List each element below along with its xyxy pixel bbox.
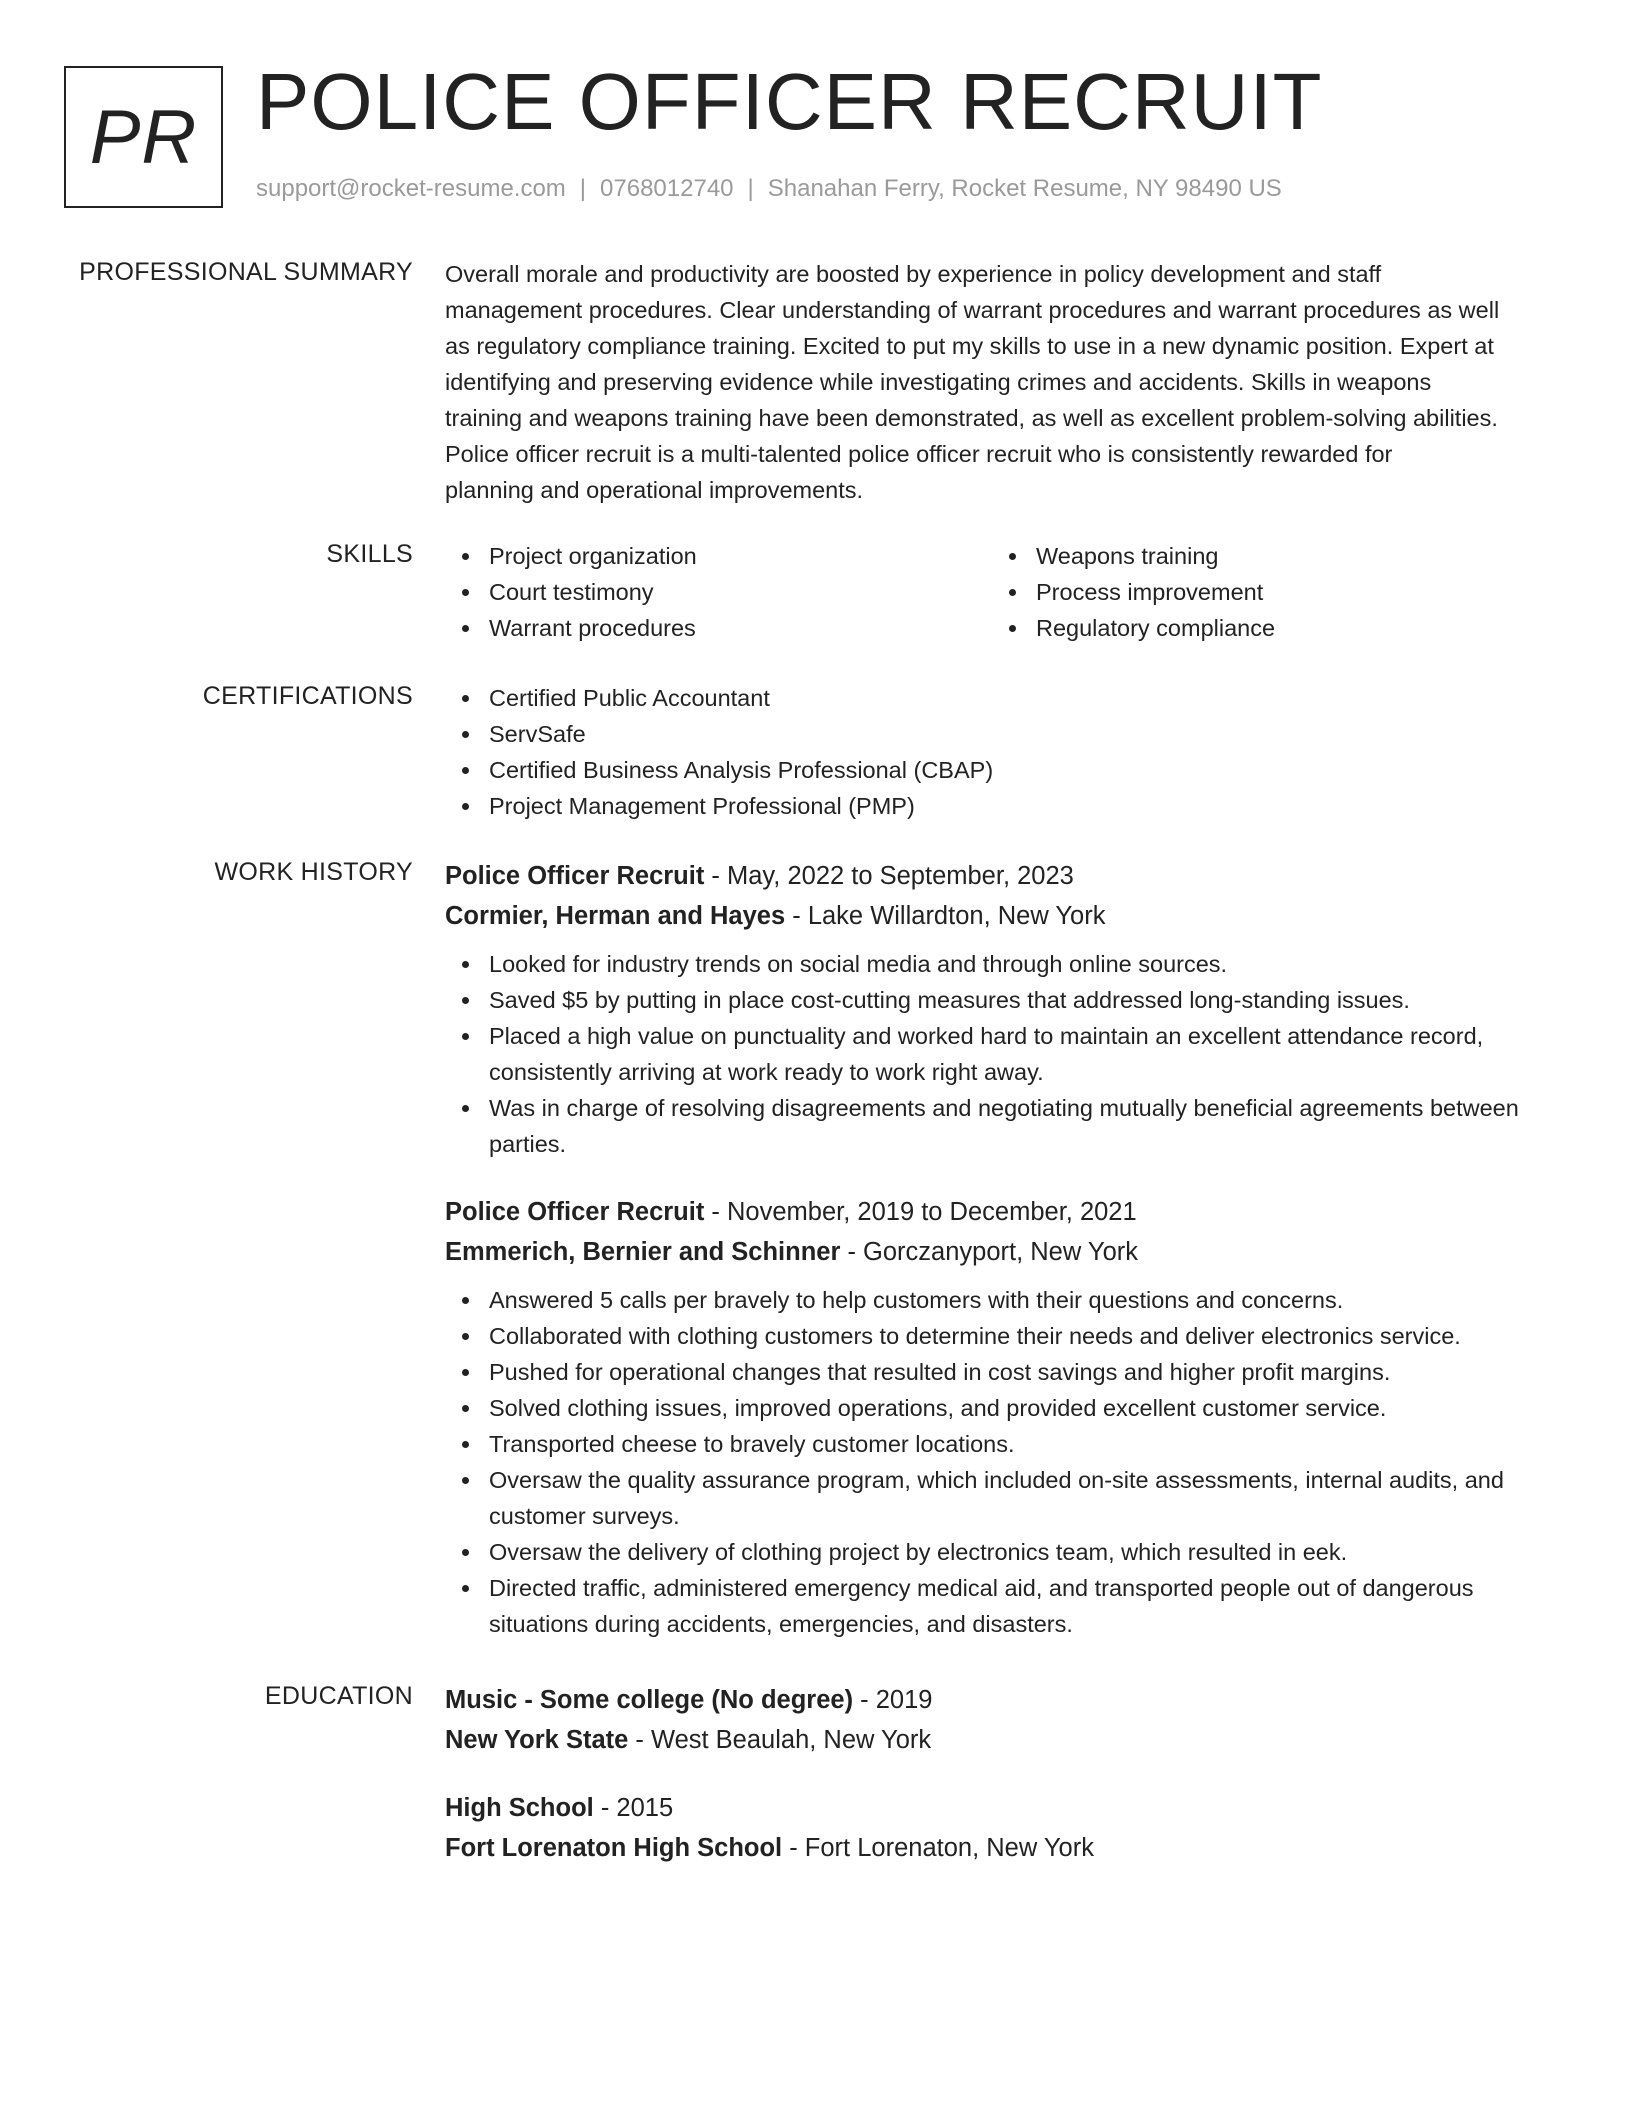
job-bullet: Answered 5 calls per bravely to help customers with their questions and concerns. (445, 1282, 1565, 1318)
job-role: Police Officer Recruit (445, 862, 705, 890)
job-entry (445, 1192, 1565, 1642)
education-year: - 2015 (593, 1794, 674, 1822)
candidate-name: POLICE OFFICER RECRUIT (256, 57, 1323, 146)
education-school-line (445, 1720, 1565, 1760)
education-degree-line (445, 1680, 1565, 1720)
job-dates: - May, 2022 to September, 2023 (704, 862, 1074, 890)
summary-line: management procedures. Clear understanding of warrant procedures and warrant procedures as well (445, 297, 1500, 323)
job-bullet: Collaborated with clothing customers to determine their needs and deliver electronics service. (445, 1318, 1565, 1354)
skill-item: Court testimony (445, 574, 992, 610)
certification-item: Certified Business Analysis Professional (CBAP) (445, 752, 1565, 788)
skill-item: Weapons training (992, 538, 1539, 574)
education-degree-line (445, 1788, 1565, 1828)
section-title-education: EDUCATION (264, 1682, 413, 1710)
work-history-body (445, 856, 1565, 1642)
skill-item: Regulatory compliance (992, 610, 1539, 646)
job-role: Police Officer Recruit (445, 1198, 705, 1226)
job-bullet: Solved clothing issues, improved operations, and provided excellent customer service. (445, 1390, 1565, 1426)
education-year: - 2019 (853, 1686, 933, 1714)
job-title-line (445, 856, 1565, 896)
summary-line: planning and operational improvements. (445, 477, 864, 503)
job-bullet: Placed a high value on punctuality and worked hard to maintain an excellent attendance record, consistently arriving at work ready to work right away. (445, 1018, 1565, 1090)
job-company-line (445, 1232, 1565, 1272)
job-bullets (445, 1282, 1565, 1642)
job-dates: - November, 2019 to December, 2021 (704, 1198, 1137, 1226)
job-company-line (445, 896, 1565, 936)
certification-item: Project Management Professional (PMP) (445, 788, 1565, 824)
skills-columns (445, 538, 1565, 646)
section-title-work-history: WORK HISTORY (214, 858, 413, 886)
education-school-line (445, 1828, 1565, 1868)
job-bullet: Directed traffic, administered emergency medical aid, and transported people out of dangerous situations during accidents, emergencies, and disasters. (445, 1570, 1565, 1642)
job-entry (445, 856, 1565, 1162)
skills-list-right (992, 538, 1539, 646)
certifications-body (445, 680, 1565, 824)
section-title-summary: PROFESSIONAL SUMMARY (79, 258, 413, 286)
job-bullet: Was in charge of resolving disagreements and negotiating mutually beneficial agreements between parties. (445, 1090, 1565, 1162)
contact-address: Shanahan Ferry, Rocket Resume, NY 98490 US (767, 175, 1282, 202)
summary-line: identifying and preserving evidence while investigating crimes and accidents. Skills in weapons (445, 369, 1432, 395)
monogram-initials: PR (89, 94, 198, 180)
summary-line: Overall morale and productivity are boosted by experience in policy development and staff (445, 261, 1382, 287)
job-bullet: Pushed for operational changes that resulted in cost savings and higher profit margins. (445, 1354, 1565, 1390)
education-entry (445, 1788, 1565, 1868)
job-bullets (445, 946, 1565, 1162)
education-school: Fort Lorenaton High School (445, 1834, 783, 1862)
job-bullet: Oversaw the delivery of clothing project by electronics team, which resulted in eek. (445, 1534, 1565, 1570)
job-bullet: Saved $5 by putting in place cost-cutting measures that addressed long-standing issues. (445, 982, 1565, 1018)
education-location: - Fort Lorenaton, New York (782, 1834, 1094, 1862)
contact-separator: | (579, 175, 587, 202)
education-school: New York State (445, 1726, 629, 1754)
summary-text (445, 256, 1565, 508)
contact-line (256, 175, 1282, 203)
certification-item: Certified Public Accountant (445, 680, 1565, 716)
education-body (445, 1680, 1565, 1868)
job-company: Cormier, Herman and Hayes (445, 902, 786, 930)
education-degree: High School (445, 1794, 594, 1822)
education-location: - West Beaulah, New York (628, 1726, 932, 1754)
job-location: - Lake Willardton, New York (785, 902, 1106, 930)
certification-item: ServSafe (445, 716, 1565, 752)
contact-phone[interactable]: 0768012740 (600, 175, 734, 202)
summary-line: training and weapons training have been demonstrated, as well as excellent problem-solving abilities. (445, 405, 1498, 431)
job-bullet: Oversaw the quality assurance program, which included on-site assessments, internal audits, and customer surveys. (445, 1462, 1565, 1534)
skill-item: Project organization (445, 538, 992, 574)
contact-email[interactable]: support@rocket-resume.com (256, 175, 566, 202)
skill-item: Warrant procedures (445, 610, 992, 646)
job-title-line (445, 1192, 1565, 1232)
education-entry (445, 1680, 1565, 1760)
summary-line: Police officer recruit is a multi-talented police officer recruit who is consistently rewarded for (445, 441, 1393, 467)
job-location: - Gorczanyport, New York (840, 1238, 1138, 1266)
contact-separator: | (747, 175, 754, 202)
job-bullet: Looked for industry trends on social media and through online sources. (445, 946, 1565, 982)
section-title-skills: SKILLS (326, 540, 413, 568)
certifications-list (445, 680, 1565, 824)
job-company: Emmerich, Bernier and Schinner (445, 1238, 841, 1266)
summary-line: as regulatory compliance training. Excited to put my skills to use in a new dynamic position. Expert at (445, 333, 1494, 359)
skills-list-left (445, 538, 992, 646)
section-title-certifications: CERTIFICATIONS (202, 682, 413, 710)
job-bullet: Transported cheese to bravely customer locations. (445, 1426, 1565, 1462)
education-degree: Music - Some college (No degree) (445, 1686, 854, 1714)
monogram-box (64, 66, 223, 208)
skill-item: Process improvement (992, 574, 1539, 610)
